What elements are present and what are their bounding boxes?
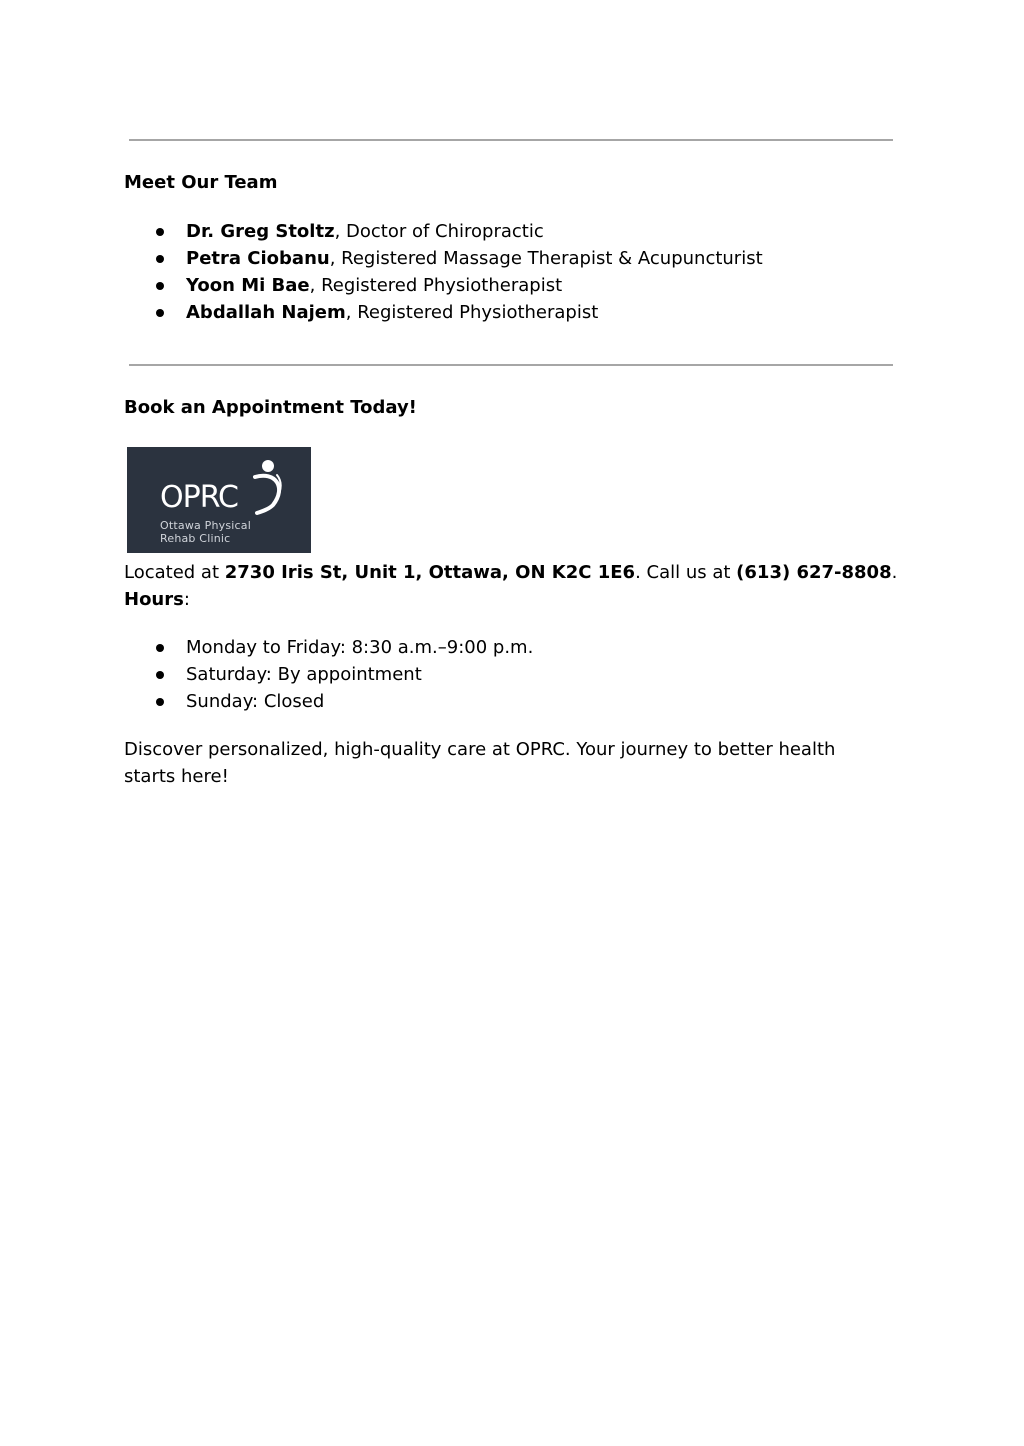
logo-wordmark: OPRC [160,480,239,515]
logo-figure-head-icon [262,460,274,472]
list-item [124,634,533,661]
phone-number: (613) 627-8808 [736,562,892,583]
member-name: Abdallah Najem [186,302,346,323]
bullet-icon [156,644,164,652]
member-role: , Registered Physiotherapist [345,302,599,323]
hours-entry: Monday to Friday: 8:30 a.m.–9:00 p.m. [186,637,534,658]
bullet-icon [156,671,164,679]
list-item [124,272,763,299]
divider-middle [129,364,893,366]
bullet-icon [156,228,164,236]
logo-figure-swoosh-icon [255,476,279,513]
location-prefix: Located at [124,562,225,583]
logo-line2: Rehab Clinic [160,532,231,545]
clinic-logo [127,447,311,553]
list-item [124,299,763,326]
divider-top [129,139,893,141]
location-paragraph [124,559,897,613]
member-role: , Doctor of Chiropractic [334,221,544,242]
hours-colon: : [183,589,190,610]
member-name: Petra Ciobanu [186,248,330,269]
address: 2730 Iris St, Unit 1, Ottawa, ON K2C 1E6 [224,562,636,583]
list-item [124,688,533,715]
team-list [124,218,763,326]
closing-line2: starts here! [124,766,229,787]
closing-line1: Discover personalized, high-quality care at OPRC. Your journey to better health [124,739,836,760]
list-item [124,218,763,245]
bullet-icon [156,255,164,263]
location-suffix: . [891,562,898,583]
list-item [124,661,533,688]
call-prefix: . Call us at [635,562,737,583]
bullet-icon [156,698,164,706]
member-name: Yoon Mi Bae [186,275,310,296]
member-name: Dr. Greg Stoltz [186,221,335,242]
hours-entry: Saturday: By appointment [186,664,422,685]
bullet-icon [156,309,164,317]
bullet-icon [156,282,164,290]
booking-heading: Book an Appointment Today! [124,397,417,418]
list-item [124,245,763,272]
team-heading: Meet Our Team [124,172,278,193]
hours-list [124,634,533,715]
hours-entry: Sunday: Closed [186,691,325,712]
member-role: , Registered Physiotherapist [309,275,563,296]
hours-label: Hours [124,589,184,610]
closing-paragraph [124,736,835,790]
logo-line1: Ottawa Physical [160,519,252,532]
member-role: , Registered Massage Therapist & Acupuncturist [329,248,763,269]
